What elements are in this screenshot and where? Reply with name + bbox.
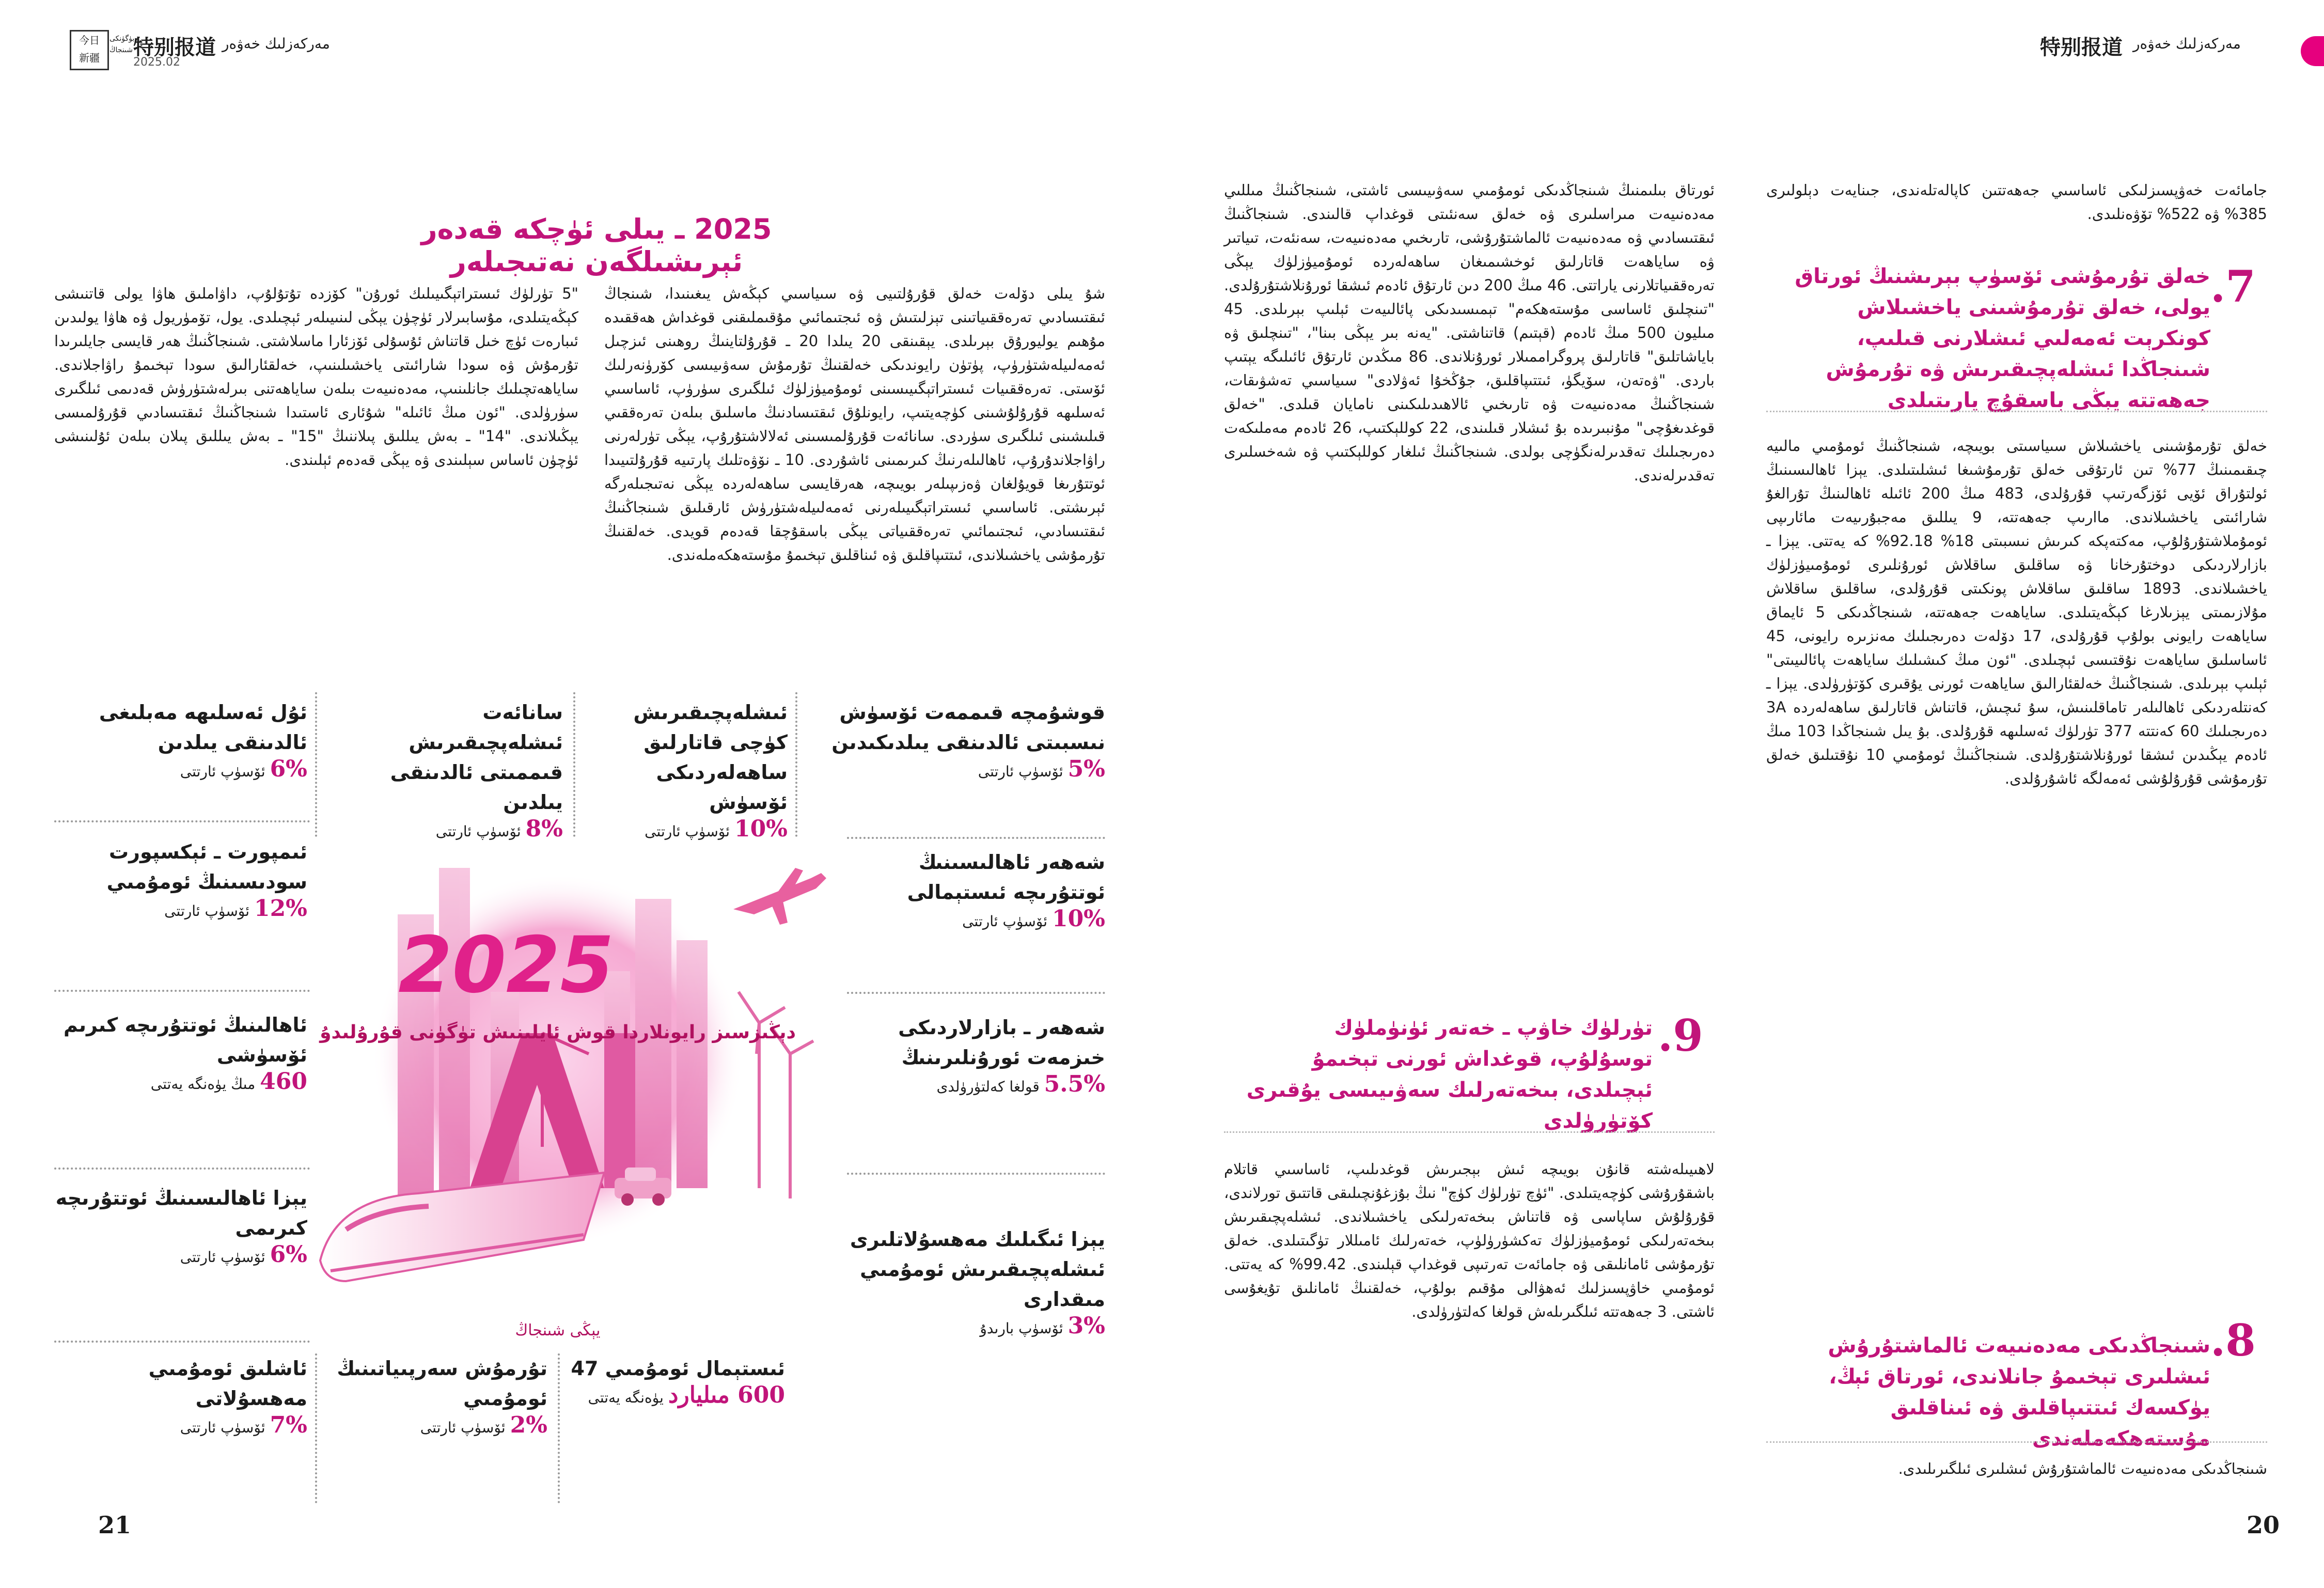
divider bbox=[573, 692, 575, 837]
stat-cell-9: يېزا ئاھالىسىنىڭ ئوتتۇرىچە كىرىمى 6% ئۆسۈپ ئارتتى bbox=[55, 1187, 307, 1268]
divider bbox=[54, 1341, 310, 1343]
divider bbox=[847, 837, 1105, 839]
hero-illustration bbox=[315, 837, 847, 1353]
stat-cell-5: ئىمپورت ـ ئېكسپورت سودىسىنىڭ ئومۇمىي 12% ئۆسۈپ ئارتتى bbox=[106, 840, 307, 922]
stat-cell-6: شەھەر ئاھالىسىنىڭ ئوتتۇرىچە ئىستېمالى 10% ئۆسۈپ ئارتتى bbox=[907, 851, 1105, 932]
section-7-text: خەلق تۇرمۇشىنى ياخشىلاش سىياسىتى بويىچە، شىنجاڭنىڭ ئومۇمىي مالىيە چىقىمىنىڭ 77% تىن ئارتۇقى خەلق تۇرمۇشىغا ئىشلىتىلدى. يېزا ئاھالىسىنىڭ ئولتۇراق ئۆيى ئۆزگەرتىپ قۇرۇلدى، 483 مىڭ 200 ئائىلە ئاھالىنىڭ تۇرالغۇ شارائىتى ياخشىلاندى. ماارىپ جەھەتتە، 9 يىللىق مەجبۇرىيەت مائارىپى ئومۇملاشتۇرۇلۇپ، مەكتەپكە كىرىش نىسبىتى 18% 92.18% كە يەتتى. يېزا ـ بازارلاردىكى دوختۇرخانا ۋە ساقلىق ساقلاش ئورۇنلىرى ئومۇمىيۈزلۈك ياخشىلاندى. 1893 ساقلىق ساقلاش پونكىتى قۇرۇلدى، ساقلىق ساقلاش مۇلازىمىتى يېزىلارغا كېڭەيتىلدى. ساياھەت جەھەتتە، شىنجاڭدىكى 5 ئايماق ساياھەت رايونى بولۇپ قۇرۇلدى، 17 دۆلەت دەرىجىلىك مەنزىرە رايونى، 45 ئاساسلىق ساياھەت نۇقتىسى ئېچىلدى. "ئون مىڭ كىشىلىك ساياھەت پائالىيىتى" ئېلىپ بېرىلدى. شىنجاڭنىڭ خەلقئارالىق ساياھەت ئورنى يۇقىرى كۆتۈرۈلدى. يېزا ـ كەنتلەردىكى ئاھالىلەر تاماقلىنىش، سۇ ئىچىش، قاتناش قاتارلىق ساھەلەردە 3A دەرىجىلىك 60 كەنتتە 377 تۈرلۈك ئەسلىھە قۇرۇلدى. بۇ يىل شىنجاڭدا 103 مىڭ ئادەم يېڭىدىن ئىشقا ئورۇنلاشتۇرۇلدى. شىنجاڭنىڭ ئومۇمىي 10 نۇقتىلىق خەلق تۇرمۇشى قۇرۇلۇشى ئەمەلگە ئاشۇرۇلدى. bbox=[1766, 437, 2267, 787]
section-7-title: خەلق تۇرمۇشى ئۆسۈپ بېرىشنىڭ ئورتاق يولى، خەلق تۇرمۇشىنى ياخشىلاش كونكرېت ئەمەلىي ئىشلارنى قىلىپ، شىنجاڭدا ئىشلەپچىقىرىش ۋە تۇرمۇش جەھەتتە يېڭى باسقۇچ يارىتىلدى bbox=[1795, 264, 2210, 412]
hero-year: 2025 bbox=[398, 921, 614, 1010]
divider bbox=[847, 992, 1105, 994]
section-7-number: .7 bbox=[2210, 261, 2256, 312]
divider bbox=[558, 1353, 560, 1503]
text-column-left: "5 تۈرلۈك ئىستراتېگىيىلىك ئورۇن" كۆزدە تۇتۇلۇپ، داۋاملىق ھاۋا يولى قاتنىشى كېڭەيتىلدى، مۇسابىرلار ئۈچۈن يېڭى لىنىيىلەر ئېچىلدى. يول، تۆمۈريول ۋە ھاۋا يولىدىن ئىبارەت ئۈچ خىل قاتناش ئۇسۇلى ئۆزئارا ماسلاشتى. شىنجاڭنىڭ ھەر قايسى جايلىرىدا تۇرمۇش ۋە سودا شارائىتى ياخشىلىنىپ، خەلقئارالىق سودا تېخىمۇ راۋاجلاندى. ساياھەتچىلىك جانلىنىپ، مەدەنىيەت بىلەن ساياھەتنى بىرلەشتۈرۈش قەدىمى ئىلگىرى سۈرۈلدى. "ئون مىڭ ئائىلە" شۇئارى ئاستىدا شىنجاڭنىڭ ئىقتىسادىي قۇرۇلمىسى يېڭىلاندى. "14" ـ بەش يىللىق پىلاننىڭ "15" ـ بەش يىللىق پىلان بىلەن ئۇلىنىشى ئۈچۈن ئاساس سېلىندى ۋە يېڭى قەدەم ئېلىندى. bbox=[54, 285, 578, 469]
stat-cell-3: سانائەت ئىشلەپچىقىرىش قىممىتى ئالدىنقى يىلدىن 8% ئۆسۈپ ئارتتى bbox=[390, 701, 563, 842]
section-9-number: .9 bbox=[1658, 1010, 1703, 1061]
airplane-icon bbox=[733, 868, 826, 925]
stat-cell-8: شەھەر ـ بازارلاردىكى خىزمەت ئورۇنلىرىنىڭ 5.5% قولغا كەلتۈرۈلدى bbox=[898, 1016, 1105, 1097]
section-9-title: تۈرلۈك خاۋپ ـ خەتەر ئۈنۈملۈك توسۇلۇپ، قوغداش ئورنى تېخىمۇ ئېچىلدى، بىخەتەرلىك سەۋىيىسى يۇقىرى كۆتۈرۈلدى bbox=[1246, 1016, 1653, 1133]
divider bbox=[54, 820, 310, 822]
divider bbox=[847, 1173, 1105, 1175]
section-8-text: شىنجاڭدىكى مەدەنىيەت ئالماشتۇرۇش ئىشلىرى ئىلگىرىلىدى. bbox=[1898, 1460, 2267, 1477]
divider bbox=[1766, 411, 2267, 412]
issue-date: 2025.02 bbox=[133, 56, 180, 69]
stat-cell-11: ئاشلىق ئومۇمىي مەھسۇلاتى 7% ئۆسۈپ ئارتتى bbox=[148, 1357, 307, 1438]
stat-cell-2: ئىشلەپچىقىرىش كۈچى قاتارلىق ساھەلەردىكى ئۆسۈش 10% ئۆسۈپ ئارتتى bbox=[633, 701, 788, 842]
hero-caption: دېڭىزسىز رايونلاردا قوش ئايلىنىش تۈگۈنى قۇرۇلىدۇ bbox=[320, 1022, 796, 1043]
section-title-ug: مەركەزلىك خەۋەر bbox=[222, 35, 330, 52]
stat-cell-10: يېزا ئىگىلىك مەھسۇلاتلىرى ئىشلەپچىقىرىش ئومۇمىي مىقدارى 3% ئۆسۈپ بارىدۇ bbox=[850, 1228, 1105, 1339]
magazine-logo: 今日 新疆 bbox=[70, 30, 109, 70]
divider bbox=[54, 990, 310, 992]
header-tab-marker bbox=[2301, 36, 2324, 66]
divider bbox=[315, 692, 317, 837]
stat-cell-13: ئىستېمال ئومۇمىي 47 600 مىليارد يۈەنگە يەتتى bbox=[571, 1357, 785, 1408]
divider bbox=[1224, 1131, 1715, 1133]
section-title-cn: 特别报道 bbox=[2040, 35, 2123, 59]
divider bbox=[1766, 1441, 2267, 1443]
train-icon bbox=[320, 1173, 604, 1281]
page-headline: 2025 ـ يىلى ئۈچكە قەدەر ئېرىشىلگەن نەتىجىلەر bbox=[421, 213, 772, 278]
logo-side-text: بۈگۈنكى شىنجاڭ bbox=[109, 35, 135, 54]
col-right-top-text: جامائەت خەۋپسىزلىكى ئاساسىي جەھەتتىن كاپالەتلەندى، جىنايەت دېلولىرى 385% ۋە 522% تۆۋەنلىدى. bbox=[1766, 181, 2267, 223]
col-left-text: ئورتاق بىلىمنىڭ شىنجاڭدىكى ئومۇمىي سەۋىيىسى ئاشتى، شىنجاڭنىڭ مىللىي مەدەنىيەت مىراسلىرى ۋە خەلق سەنئىتى قوغداپ قالىندى. شىنجاڭنىڭ ئىقتىسادىي ۋە مەدەنىيەت ئالماشتۇرۇشى، تارىخىي مەدەنىيەت، سەنئەت، تىياتىر ۋە ساياھەت قاتارلىق ئوخشىمىغان ساھەلەردە ئومۇميۈزلۈك يېڭى تەرەققىياتلارنى ياراتتى. 46 مىڭ 200 دىن ئارتۇق ئادەم ئىشقا ئورۇنلاشتۇرۇلدى. "تىنچلىق ئاساسى مۇستەھكەم" تېمىسىدىكى پائالىيەت ئېلىپ بېرىلدى. 45 مىليون 500 مىڭ ئادەم (قېتىم) قاتناشتى. "يەنە بىر يېڭى بىنا"، "تىنچلىق ۋە باياشاتلىق" قاتارلىق پروگراممىلار ئورۇنلاندى. 86 مىڭدىن ئارتۇق ئائىلىگە يېتىپ باردى. "ۋەتەن، سۆيگۈ، ئىتتىپاقلىق، جۇڭخۇا ئەۋلادى" سىياسىي تەشۋىقات، شىنجاڭنىڭ مەدەنىيەت ۋە تارىخىي ئالاھىدىلىكىنى نامايان قىلدى. "خەلق قوغدىغۇچى" مۇنبىرىدە بۇ ئىشلار قىلىندى، 22 كوللېكتىپ، 26 ئادەم مەملىكەت دەرىجىلىك تەقدىرلەنگۈچى بولدى. شىنجاڭنىڭ ئىلغار كوللېكتىپ ۋە شەخسلىرى تەقدىرلەندى. bbox=[1224, 181, 1715, 484]
right-page bbox=[1162, 0, 2324, 1588]
section-title-cn: 特别报道 bbox=[133, 35, 216, 59]
divider bbox=[54, 1167, 310, 1170]
section-title-ug: مەركەزلىك خەۋەر bbox=[2133, 35, 2241, 52]
section-8-number: .8 bbox=[2210, 1315, 2256, 1366]
page-number-right: 20 bbox=[2247, 1511, 2280, 1539]
section-9-text: لاھىيىلەشتە قانۇن بويىچە ئىش بېجىرىش قوغدىلىپ، ئاساسىي قاتلام باشقۇرۇشى كۈچەيتىلدى. "ئۈچ تۈرلۈك كۈچ" نىڭ بۇزغۇنچىلىقى قاتتىق تورلاندى، قۇرۇلۇش ساپاسى ۋە قاتناش بىخەتەرلىكى ياخشىلاندى. ئىشلەپچىقىرىش بىخەتەرلىكى ئومۇميۈزلۈك تەكشۈرۈلۈپ، خەتەرلىك ئامىللار تۈگىتىلدى. خەلق تۇرمۇشى ئامانلىقى ۋە جامائەت تەرتىپى قوغداپ قېلىندى. 99.42% كە يەتتى. ئومۇمىي خاۋپسىزلىك ئەھۋالى مۇقىم بولۇپ، خەلقنىڭ ئامانلىق تۇيغۇسى ئاشتى. 3 جەھەتتە ئىلگىرىلەش قولغا كەلتۈرۈلدى. bbox=[1224, 1160, 1715, 1320]
page-number-left: 21 bbox=[98, 1511, 132, 1539]
text-column-right: شۇ يىلى دۆلەت خەلق قۇرۇلتىيى ۋە سىياسىي كېڭەش يىغىنىدا، شىنجاڭ ئىقتىسادىي تەرەققىياتىنى تېزلىتىش ۋە ئىجتىمائىي مۇقىملىقنى قوغداش ھەققىدە مۇھىم يوليورۇق بېرىلدى. يېقىنقى 20 يىلدا 20 ـ قۇرۇلتاينىڭ روھىنى ئىزچىل ئەمەلىيلەشتۈرۈپ، پۈتۈن رايوندىكى خەلقنىڭ تۇرمۇش سەۋىيىسى كۆرۈنەرلىك ئۆستى. تەرەققىيات ئىستراتېگىيىسىنى ئومۇميۈزلۈك ئىلگىرى سۈرۈپ، ئاساسىي ئەسلىھە قۇرۇلۇشىنى كۈچەيتىپ، رايونلۇق ئىقتىسادنىڭ ماسلىق بىلەن تەرەققىي قىلىشىنى ئىلگىرى سۈردى. سانائەت قۇرۇلمىسىنى ئەلالاشتۇرۇپ، يېڭى تۈرلەرنى راۋاجلاندۇرۇپ، ئاھالىلەرنىڭ كىرىمىنى ئاشۇردى. 10 ـ نۆۋەتلىك پارتىيە قۇرۇلتىيىدا ئوتتۇرىغا قويۇلغان ۋەزىپىلەر بويىچە، ھەرقايسى ساھەلەردە يېڭى نەتىجىلەرگە ئېرىشتى. ئاساسىي ئىستراتېگىيىلەرنى ئەمەلىيلەشتۈرۈش ئارقىلىق شىنجاڭنىڭ ئىقتىسادىي، ئىجتىمائىي تەرەققىياتى يېڭى باسقۇچقا قەدەم قويدى. خەلقنىڭ تۇرمۇشى ياخشىلاندى، ئىتتىپاقلىق ۋە ئىناقلىق تېخىمۇ مۇستەھكەملەندى. bbox=[604, 285, 1105, 564]
stat-cell-4: ئۇل ئەسلىھە مەبلىغى ئالدىنقى يىلدىن 6% ئۆسۈپ ئارتتى bbox=[99, 701, 307, 782]
section-8-title: شىنجاڭدىكى مەدەنىيەت ئالماشتۇرۇش ئىشلىرى تېخىمۇ جانلاندى، ئورتاق ئېڭ، يۈكسەك ئىتتىپاقلىق ۋە ئىناقلىق مۇستەھكەملەندى bbox=[1828, 1334, 2210, 1451]
hero-label: يېڭى شىنجاڭ bbox=[515, 1321, 601, 1340]
divider bbox=[795, 692, 797, 837]
divider bbox=[315, 1353, 317, 1503]
stat-cell-1: قوشۇمچە قىممەت ئۆسۈش نىسبىتى ئالدىنقى يىلدىكىدىن 5% ئۆسۈپ ئارتتى bbox=[831, 701, 1105, 782]
stat-cell-12: تۇرمۇش سەرپىياتىنىڭ ئومۇمىي 2% ئۆسۈپ ئارتتى bbox=[337, 1357, 547, 1438]
stat-cell-7: ئاھالىنىڭ ئوتتۇرىچە كىرىم ئۆسۈشى 460 مىڭ يۈەنگە يەتتى bbox=[63, 1014, 307, 1095]
